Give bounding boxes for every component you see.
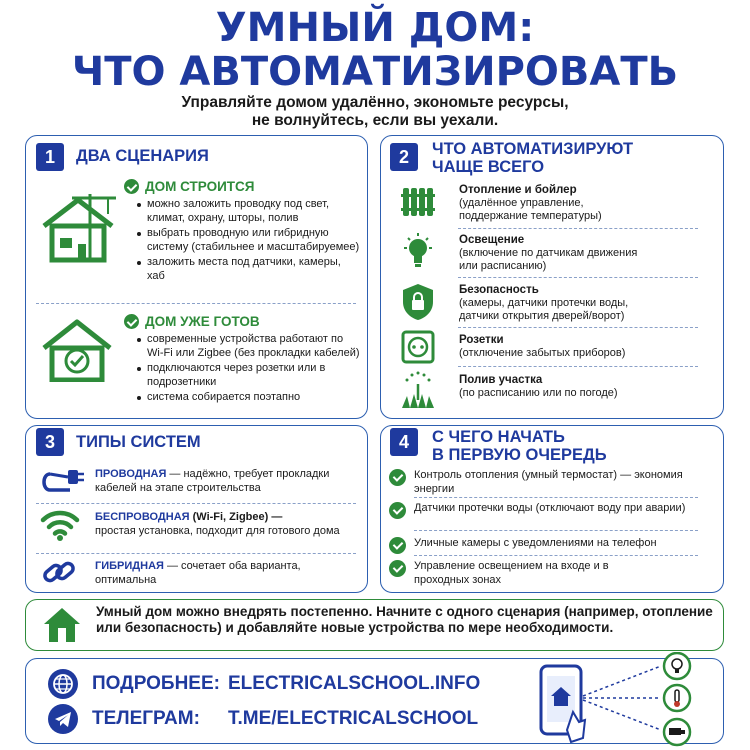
house-under-construction-icon — [38, 192, 118, 264]
start-item — [389, 560, 709, 587]
building-list — [136, 198, 361, 285]
list-item: можно заложить проводку под свет, климат, охрану, шторы, полив — [136, 198, 361, 225]
divider — [36, 503, 356, 504]
item-title: Розетки — [459, 334, 504, 346]
divider — [458, 277, 698, 278]
more-label: ПОДРОБНЕЕ: — [92, 673, 220, 694]
system-wired-key: ПРОВОДНАЯ — [95, 468, 167, 480]
list-item: современные устройства работают по Wi-Fi или Zigbee (без прокладки кабелей) — [136, 333, 361, 360]
ready-heading — [124, 314, 260, 329]
telegram-label: ТЕЛЕГРАМ: — [92, 708, 200, 729]
wifi-icon — [40, 508, 80, 542]
check-icon — [389, 560, 406, 577]
item-desc: или расписанию) — [459, 260, 547, 272]
check-icon — [124, 314, 139, 329]
telegram-link-row — [48, 704, 478, 734]
start-item-text: Датчики протечки воды (отключают воду при аварии) — [414, 502, 686, 514]
section-2-number: 2 — [390, 143, 418, 171]
tip-banner-text: Умный дом можно внедрять постепенно. Начните с одного сценария (например, отопление или безопасность) и добавляйте новые устройства по мере необходимости. — [96, 604, 713, 635]
check-icon — [389, 537, 406, 554]
item-title: Безопасность — [459, 284, 539, 296]
ready-heading-label: ДОМ УЖЕ ГОТОВ — [145, 314, 260, 329]
item-desc: (отключение забытых приборов) — [459, 347, 626, 359]
start-item — [389, 502, 709, 519]
system-wireless-key: БЕСПРОВОДНАЯ — [95, 511, 190, 523]
system-wired — [95, 468, 360, 495]
divider — [414, 497, 698, 498]
system-hybrid — [95, 560, 360, 587]
section-1-number: 1 — [36, 143, 64, 171]
title-line-2: ЧТО АВТОМАТИЗИРОВАТЬ — [71, 49, 679, 95]
divider — [458, 366, 698, 367]
divider — [458, 327, 698, 328]
system-hybrid-key: ГИБРИДНАЯ — [95, 560, 164, 572]
list-item: заложить места под датчики, камеры, хаб — [136, 256, 361, 283]
system-wireless-text: простая установка, подходит для готового дома — [95, 524, 340, 537]
section-4-title-line-2: В ПЕРВУЮ ОЧЕРЕДЬ — [432, 446, 607, 464]
phone-smart-home-icon — [535, 652, 715, 748]
system-wireless-extra: (Wi-Fi, Zigbee) — — [189, 511, 283, 523]
telegram-link[interactable]: T.ME/ELECTRICALSCHOOL — [228, 708, 479, 729]
section-3-title: ТИПЫ СИСТЕМ — [76, 433, 201, 451]
divider — [414, 530, 698, 531]
item-title: Полив участка — [459, 374, 543, 386]
socket-icon — [401, 330, 435, 364]
list-item: система собирается поэтапно — [136, 391, 361, 405]
telegram-icon — [48, 704, 78, 734]
list-item: подключаются через розетки или в подрозетники — [136, 362, 361, 389]
automate-item-heating — [459, 184, 602, 223]
item-desc: датчики открытия дверей/ворот) — [459, 310, 625, 322]
section-4-title-line-1: С ЧЕГО НАЧАТЬ — [432, 428, 565, 446]
shield-lock-icon — [400, 282, 436, 322]
check-icon — [389, 502, 406, 519]
item-desc: поддержание температуры) — [459, 210, 602, 222]
radiator-icon — [400, 184, 436, 220]
title-line-1: УМНЫЙ ДОМ: — [215, 5, 535, 51]
automate-item-sockets — [459, 334, 625, 360]
section-2-title — [432, 140, 633, 176]
item-desc: (включение по датчикам движения — [459, 247, 638, 259]
subtitle — [0, 94, 750, 130]
list-item: выбрать проводную или гибридную систему (стабильнее и масштабируемее) — [136, 227, 361, 254]
check-icon — [124, 179, 139, 194]
sprinkler-icon — [399, 370, 437, 410]
item-desc: (камеры, датчики протечки воды, — [459, 297, 629, 309]
section-4-number: 4 — [390, 428, 418, 456]
item-title: Освещение — [459, 234, 525, 246]
building-heading-label: ДОМ СТРОИТСЯ — [145, 179, 255, 194]
automate-item-security — [459, 284, 628, 323]
automate-item-lighting — [459, 234, 637, 273]
divider — [458, 228, 698, 229]
more-link-row — [48, 669, 480, 699]
automate-item-watering — [459, 374, 618, 400]
start-item-text: Управление освещением на входе и в проходных зонах — [414, 560, 609, 586]
plug-cable-icon — [40, 466, 86, 496]
globe-icon — [48, 669, 78, 699]
system-wireless — [95, 511, 360, 538]
section-3-number: 3 — [36, 428, 64, 456]
item-desc: (удалённое управление, — [459, 197, 584, 209]
section-2-title-line-1: ЧТО АВТОМАТИЗИРУЮТ — [432, 140, 634, 158]
page-title — [0, 6, 750, 94]
item-desc: (по расписанию или по погоде) — [459, 387, 618, 399]
subtitle-line-2: не волнуйтесь, если вы уехали. — [251, 112, 499, 129]
house-check-icon — [40, 318, 114, 382]
lightbulb-icon — [400, 232, 436, 270]
website-link[interactable]: ELECTRICALSCHOOL.INFO — [228, 673, 481, 694]
divider — [414, 555, 698, 556]
section-4-title — [432, 428, 607, 464]
divider — [36, 553, 356, 554]
system-wired-text: — надёжно, требует прокладки кабелей на этапе строительства — [95, 468, 330, 494]
ready-list — [136, 333, 361, 407]
house-icon — [42, 606, 82, 644]
chain-link-icon — [42, 556, 76, 588]
system-hybrid-text: — сочетает оба варианта, оптимальна — [95, 560, 301, 586]
start-item-text: Контроль отопления (умный термостат) — экономия энергии — [414, 469, 683, 495]
section-1-title: ДВА СЦЕНАРИЯ — [76, 147, 209, 165]
start-item — [389, 537, 709, 554]
divider — [36, 303, 356, 304]
check-icon — [389, 469, 406, 486]
section-2-title-line-2: ЧАЩЕ ВСЕГО — [432, 158, 545, 176]
building-heading — [124, 179, 255, 194]
start-item — [389, 469, 709, 496]
start-item-text: Уличные камеры с уведомлениями на телефон — [414, 537, 657, 549]
item-title: Отопление и бойлер — [459, 184, 577, 196]
subtitle-line-1: Управляйте домом удалённо, экономьте ресурсы, — [181, 94, 569, 111]
